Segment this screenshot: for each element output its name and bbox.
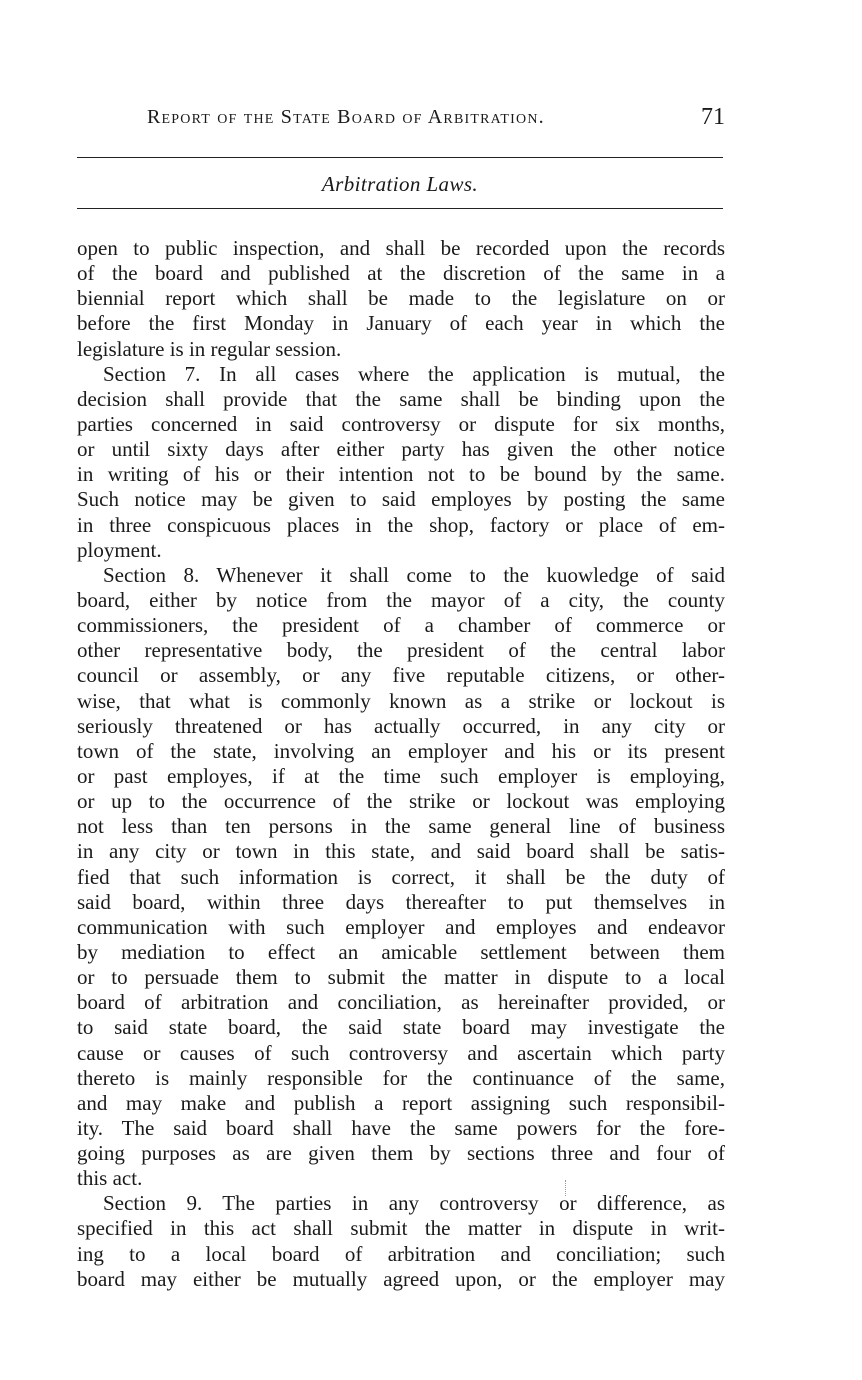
text-line: legislature is in regular session. bbox=[77, 336, 342, 361]
text-line: Section 9. The parties in any controversy or difference, as bbox=[103, 1191, 725, 1216]
text-line: commissioners, the president of a chamber of commerce or bbox=[77, 613, 725, 638]
text-line: board of arbitration and conciliation, as hereinafter provided, or bbox=[77, 990, 725, 1015]
text-line: this act. bbox=[77, 1166, 143, 1191]
text-line: board, either by notice from the mayor of a city, the county bbox=[77, 587, 725, 612]
running-header bbox=[77, 106, 725, 136]
text-line: going purposes as are given them by sections three and four of bbox=[77, 1141, 725, 1166]
text-line: town of the state, involving an employer and his or its present bbox=[77, 738, 725, 763]
header-rule-top bbox=[77, 157, 723, 158]
page-number: 71 bbox=[701, 104, 725, 130]
text-line: by mediation to effect an amicable settlement between them bbox=[77, 939, 725, 964]
text-line: in writing of his or their intention not to be bound by the same. bbox=[77, 462, 725, 487]
text-line: or past employes, if at the time such employer is employing, bbox=[77, 763, 725, 788]
text-line: not less than ten persons in the same general line of business bbox=[77, 814, 725, 839]
body-text bbox=[77, 236, 725, 1292]
text-line: said board, within three days thereafter to put themselves in bbox=[77, 889, 725, 914]
section-title: Arbitration Laws. bbox=[321, 172, 479, 196]
header-rule-bottom bbox=[77, 208, 723, 209]
text-line: biennial report which shall be made to the legislature on or bbox=[77, 286, 725, 311]
margin-mark bbox=[565, 1180, 567, 1196]
text-line: communication with such employer and employes and endeavor bbox=[77, 914, 725, 939]
text-line: open to public inspection, and shall be recorded upon the records bbox=[77, 236, 725, 260]
text-line: ing to a local board of arbitration and conciliation; such bbox=[77, 1241, 725, 1266]
text-line: cause or causes of such controversy and ascertain which party bbox=[77, 1040, 725, 1065]
running-title: Report of the State Board of Arbitration. bbox=[147, 106, 545, 128]
text-line: or up to the occurrence of the strike or lockout was employing bbox=[77, 789, 725, 814]
text-line: ployment. bbox=[77, 537, 162, 562]
text-line: before the first Monday in January of each year in which the bbox=[77, 311, 725, 336]
text-line: decision shall provide that the same shall be binding upon the bbox=[77, 386, 725, 411]
text-line: board may either be mutually agreed upon, or the employer may bbox=[77, 1266, 725, 1291]
text-line: Section 7. In all cases where the application is mutual, the bbox=[103, 361, 725, 386]
text-line: thereto is mainly responsible for the continuance of the same, bbox=[77, 1065, 725, 1090]
text-line: in three conspicuous places in the shop, factory or place of em- bbox=[77, 512, 725, 537]
text-line: council or assembly, or any five reputable citizens, or other- bbox=[77, 663, 725, 688]
text-line: ity. The said board shall have the same powers for the fore- bbox=[77, 1115, 725, 1140]
text-line: of the board and published at the discretion of the same in a bbox=[77, 261, 725, 286]
text-line: in any city or town in this state, and said board shall be satis- bbox=[77, 839, 725, 864]
text-line: fied that such information is correct, it shall be the duty of bbox=[77, 864, 725, 889]
text-line: to said state board, the said state board may investigate the bbox=[77, 1015, 725, 1040]
text-line: other representative body, the president of the central labor bbox=[77, 638, 725, 663]
text-line: seriously threatened or has actually occurred, in any city or bbox=[77, 713, 725, 738]
text-line: specified in this act shall submit the matter in dispute in writ- bbox=[77, 1216, 725, 1241]
text-line: or to persuade them to submit the matter in dispute to a local bbox=[77, 965, 725, 990]
text-line: Such notice may be given to said employes by posting the same bbox=[77, 487, 725, 512]
text-line: parties concerned in said controversy or dispute for six months, bbox=[77, 411, 725, 436]
text-line: or until sixty days after either party has given the other notice bbox=[77, 437, 725, 462]
text-line: wise, that what is commonly known as a strike or lockout is bbox=[77, 688, 725, 713]
text-line: Section 8. Whenever it shall come to the kuowledge of said bbox=[103, 562, 725, 587]
text-line: and may make and publish a report assigning such responsibil- bbox=[77, 1090, 725, 1115]
